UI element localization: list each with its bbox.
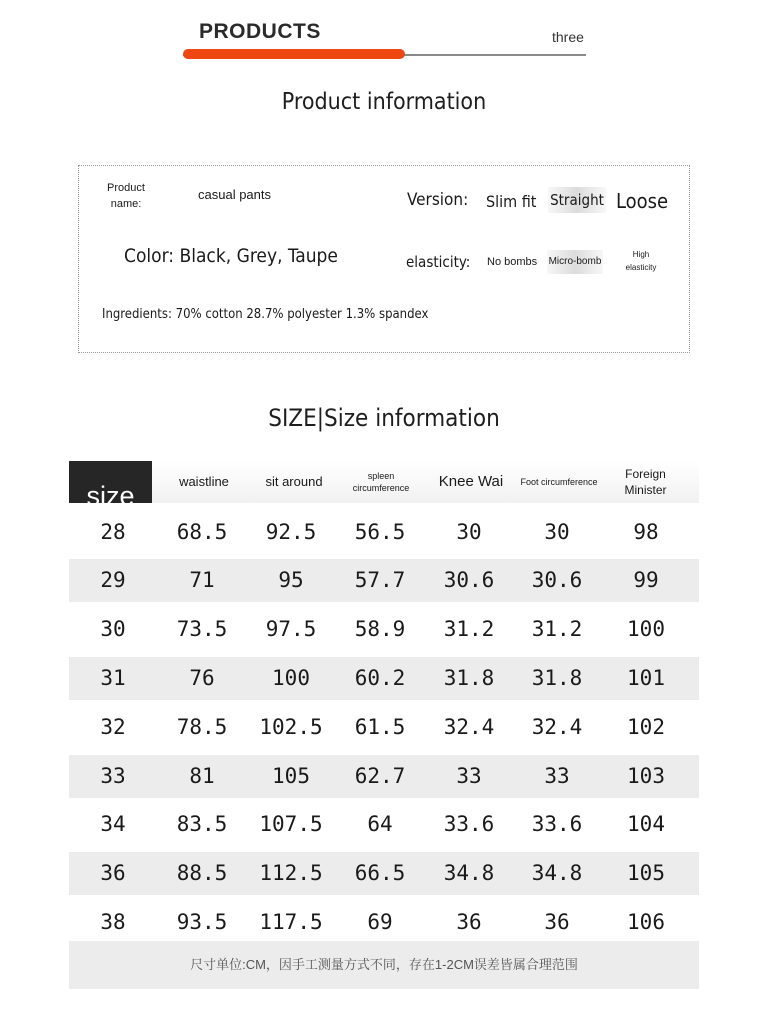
cell-sit-around: 105 [272, 763, 310, 788]
size-footnote: 尺寸单位:CM，因手工测量方式不同，存在1-2CM误差皆属合理范围 [69, 941, 699, 989]
cell-sit-around: 117.5 [259, 909, 323, 934]
cell-sit-around: 107.5 [259, 812, 323, 837]
cell-foot-circumference: 36 [544, 909, 570, 934]
table-row [69, 803, 699, 846]
cell-foreign-minister: 106 [627, 909, 665, 934]
product-name-label: Product name: [107, 182, 145, 210]
table-row [69, 608, 699, 651]
cell-knee-wai: 31.8 [443, 665, 495, 690]
version-label: Version: [407, 190, 469, 210]
cell-spleen-circumference: 64 [367, 812, 393, 837]
table-row [69, 901, 699, 944]
column-header-waistline: waistline [179, 474, 229, 489]
cell-spleen-circumference: 60.2 [354, 665, 406, 690]
cell-foot-circumference: 30 [544, 519, 570, 544]
cell-foreign-minister: 100 [627, 617, 665, 642]
cell-waistline: 88.5 [176, 861, 228, 886]
cell-foot-circumference: 31.2 [531, 617, 583, 642]
column-header-foreign-minister: Foreign Minister [624, 467, 667, 497]
cell-foot-circumference: 34.8 [531, 861, 583, 886]
cell-foot-circumference: 33.6 [531, 812, 583, 837]
cell-knee-wai: 36 [456, 909, 482, 934]
cell-sit-around: 95 [278, 568, 304, 593]
cell-knee-wai: 33.6 [443, 812, 495, 837]
cell-knee-wai: 32.4 [443, 714, 495, 739]
cell-size: 29 [100, 568, 126, 593]
cell-foreign-minister: 99 [633, 568, 659, 593]
header-accent-bar [183, 49, 405, 59]
cell-spleen-circumference: 57.7 [354, 568, 406, 593]
elasticity-option-no-bombs: No bombs [487, 256, 538, 268]
cell-size: 33 [100, 763, 126, 788]
cell-spleen-circumference: 69 [367, 909, 393, 934]
size-table-header [69, 461, 699, 511]
cell-waistline: 68.5 [176, 519, 228, 544]
cell-foreign-minister: 101 [627, 665, 665, 690]
cell-foot-circumference: 33 [544, 763, 570, 788]
product-info-box [78, 165, 690, 353]
version-option-straight-selected: Straight [548, 187, 606, 213]
header-title: PRODUCTS [199, 20, 321, 43]
cell-waistline: 71 [189, 568, 215, 593]
elasticity-option-high: High elasticity [625, 250, 657, 272]
cell-foot-circumference: 32.4 [531, 714, 583, 739]
table-row [69, 511, 699, 554]
cell-foreign-minister: 104 [627, 812, 665, 837]
color-text: Color: Black, Grey, Taupe [124, 245, 338, 267]
cell-spleen-circumference: 62.7 [354, 763, 406, 788]
product-info-title: Product information [281, 89, 487, 115]
column-header-sit-around: sit around [265, 474, 323, 489]
column-header-foot-circumference: Foot circumference [520, 477, 598, 487]
elasticity-option-micro-bomb-selected: Micro-bomb [547, 250, 603, 274]
cell-size: 31 [100, 665, 126, 690]
version-option-loose: Loose [616, 189, 669, 213]
table-row [69, 559, 699, 602]
cell-sit-around: 112.5 [259, 861, 323, 886]
cell-foreign-minister: 105 [627, 861, 665, 886]
cell-waistline: 81 [189, 763, 215, 788]
cell-waistline: 83.5 [176, 812, 228, 837]
ingredients-text: Ingredients: 70% cotton 28.7% polyester 1.3% spandex [102, 307, 429, 322]
cell-spleen-circumference: 58.9 [354, 617, 406, 642]
product-name-value: casual pants [198, 187, 271, 202]
table-row [69, 755, 699, 798]
column-header-knee-wai: Knee Wai [438, 473, 504, 490]
table-row [69, 706, 699, 749]
cell-sit-around: 97.5 [265, 617, 317, 642]
cell-size: 30 [100, 617, 126, 642]
cell-knee-wai: 33 [456, 763, 482, 788]
cell-foreign-minister: 103 [627, 763, 665, 788]
table-row [69, 852, 699, 895]
cell-waistline: 76 [189, 665, 215, 690]
cell-spleen-circumference: 61.5 [354, 714, 406, 739]
elasticity-label: elasticity: [406, 253, 471, 271]
cell-foot-circumference: 30.6 [531, 568, 583, 593]
cell-knee-wai: 30 [456, 519, 482, 544]
cell-sit-around: 92.5 [265, 519, 317, 544]
table-row [69, 657, 699, 700]
cell-knee-wai: 34.8 [443, 861, 495, 886]
cell-spleen-circumference: 56.5 [354, 519, 406, 544]
cell-size: 34 [100, 812, 126, 837]
cell-size: 32 [100, 714, 126, 739]
cell-size: 36 [100, 861, 126, 886]
cell-sit-around: 100 [272, 665, 310, 690]
size-info-title: SIZE|Size information [268, 404, 500, 432]
column-header-size: size [69, 461, 152, 503]
header-subtitle: three [552, 29, 584, 45]
cell-knee-wai: 31.2 [443, 617, 495, 642]
cell-waistline: 78.5 [176, 714, 228, 739]
cell-foot-circumference: 31.8 [531, 665, 583, 690]
cell-foreign-minister: 98 [633, 519, 659, 544]
cell-waistline: 93.5 [176, 909, 228, 934]
column-header-spleen-circumference: spleen circumference [352, 471, 410, 493]
cell-spleen-circumference: 66.5 [354, 861, 406, 886]
cell-sit-around: 102.5 [259, 714, 323, 739]
cell-size: 38 [100, 909, 126, 934]
version-option-slim-fit: Slim fit [486, 192, 537, 211]
cell-waistline: 73.5 [176, 617, 228, 642]
cell-size: 28 [100, 519, 126, 544]
cell-foreign-minister: 102 [627, 714, 665, 739]
cell-knee-wai: 30.6 [443, 568, 495, 593]
